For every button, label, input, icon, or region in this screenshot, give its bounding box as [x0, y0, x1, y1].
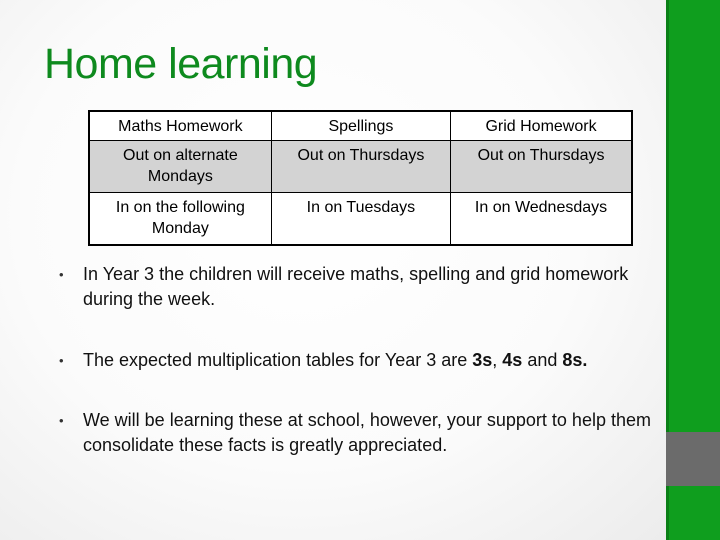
table-cell: Out on Thursdays: [451, 141, 632, 193]
table-header-row: [89, 111, 632, 141]
table-row: [89, 141, 632, 193]
bullet-list: [58, 262, 658, 458]
bullet-text-prefix: The expected multiplication tables for Year 3 are: [83, 350, 473, 370]
bullet-text-separator: and: [522, 350, 563, 370]
times-table-3s: 3s: [472, 350, 493, 370]
header-grid: Grid Homework: [451, 111, 632, 141]
header-maths: Maths Homework: [89, 111, 271, 141]
bullet-text-separator: ,: [492, 350, 503, 370]
decorative-side-band: [666, 0, 720, 540]
table-cell: Out on alternate Mondays: [89, 141, 271, 193]
bullet-marker: •: [59, 413, 64, 428]
table-cell: In on Tuesdays: [271, 193, 450, 246]
times-table-8s: 8s.: [562, 350, 588, 370]
bullet-support: [58, 408, 658, 458]
table-row: [89, 193, 632, 246]
side-band-gray-block: [666, 432, 720, 486]
table-cell: In on Wednesdays: [451, 193, 632, 246]
bullet-times-tables: [58, 348, 658, 373]
header-spellings: Spellings: [271, 111, 450, 141]
table-cell: Out on Thursdays: [271, 141, 450, 193]
bullet-marker: •: [59, 267, 64, 282]
slide-title: Home learning: [44, 40, 318, 88]
bullet-text: In Year 3 the children will receive maths, spelling and grid homework during the week.: [83, 264, 629, 309]
bullet-homework-info: [58, 262, 658, 312]
bullet-text: We will be learning these at school, however, your support to help them consolidate these facts is greatly appreciated.: [83, 410, 651, 455]
bullet-marker: •: [59, 353, 64, 368]
times-table-4s: 4s: [502, 350, 523, 370]
table-cell: In on the following Monday: [89, 193, 271, 246]
homework-table: [88, 110, 633, 246]
